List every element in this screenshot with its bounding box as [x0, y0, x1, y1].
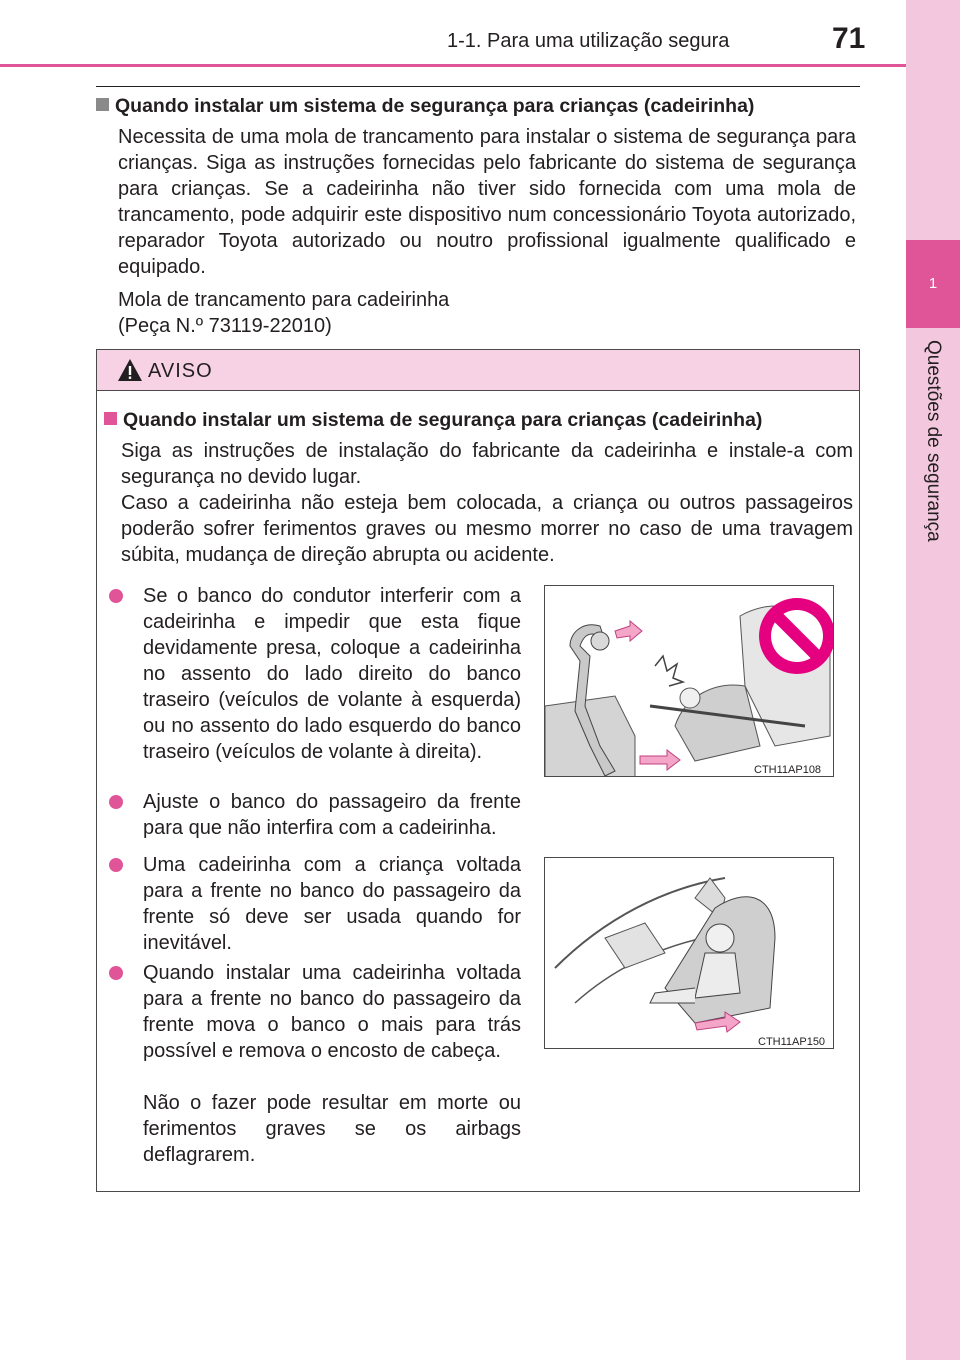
bullet-dot-icon: [109, 966, 123, 980]
bullet-text: Não o fazer pode resultar em morte ou ferimentos graves se os airbags deflagrarem.: [143, 1092, 521, 1166]
square-bullet-icon: [104, 412, 117, 425]
chapter-tab[interactable]: 1: [906, 240, 960, 328]
bullet-text: Ajuste o banco do passageiro da frente para que não interfira com a cadeirinha.: [143, 791, 521, 839]
section-rule: [96, 86, 860, 87]
section-heading-text: Quando instalar um sistema de segurança para crianças (cadeirinha): [115, 95, 755, 117]
forward-facing-seat-illustration: [545, 858, 834, 1049]
bullet-dot-icon: [109, 795, 123, 809]
warning-triangle-icon: [117, 358, 143, 382]
bullet-dot-icon: [109, 589, 123, 603]
warning-heading-text: Quando instalar um sistema de segurança para crianças (cadeirinha): [123, 409, 763, 431]
warning-paragraph-2: Caso a cadeirinha não esteja bem colocada, a criança ou outros passageiros poderão sofrer ferimentos graves ou mesmo morrer no caso de uma travagem súbita, mudança de direção abrupta ou acidente.: [121, 492, 853, 566]
warning-bullet-4-continuation: [109, 1090, 521, 1168]
figure-front-passenger-seat: [544, 857, 834, 1049]
figure-driver-seat-interference: [544, 585, 834, 777]
bullet-dot-icon: [109, 858, 123, 872]
figure-1-code: CTH11AP108: [754, 764, 822, 776]
warning-bullet-4: [109, 960, 521, 1064]
page-number: 71: [832, 22, 866, 55]
bullet-text: Se o banco do condutor interferir com a cadeirinha e impedir que esta fique devidamente presa, coloque a cadeirinha no assento do lado direito do banco traseiro (veículos de volante à esquerda) ou no assento do lado esquerdo do banco traseiro (veículos de volante à direita).: [143, 585, 521, 763]
square-bullet-icon: [96, 98, 109, 111]
section-title: 1-1. Para uma utilização segura: [447, 30, 730, 52]
warning-heading: [104, 409, 762, 432]
header-rule: [0, 64, 906, 67]
warning-bullet-1: [109, 583, 521, 765]
part-line-1: Mola de trancamento para cadeirinha: [118, 289, 450, 311]
car-seat-illustration: [545, 586, 834, 777]
warning-label: AVISO: [148, 360, 213, 382]
section-heading: [96, 95, 754, 118]
warning-bullet-2: [109, 789, 521, 841]
warning-bullet-3: [109, 852, 521, 956]
bullet-text: Uma cadeirinha com a criança voltada para a frente no banco do passageiro da frente só deve ser usada quando for inevitável.: [143, 854, 521, 954]
chapter-sidebar: [906, 0, 960, 1360]
warning-paragraph-1: Siga as instruções de instalação do fabricante da cadeirinha e instale-a com segurança no devido lugar.: [121, 440, 853, 488]
chapter-title: Questões de segurança: [923, 340, 944, 542]
figure-2-code: CTH11AP150: [758, 1036, 826, 1048]
part-line-2: (Peça N.º 73119-22010): [118, 315, 332, 337]
section-paragraph: Necessita de uma mola de trancamento para instalar o sistema de segurança para crianças. Siga as instruções fornecidas pelo fabricante do sistema de segurança para crianças. Se a cadeirinha não tiver sido fornecida com uma mola de trancamento, pode adquirir este dispositivo num concessionário Toyota autorizado, reparador Toyota autorizado ou noutro profissional igualmente qualificado e equipado.: [118, 126, 856, 278]
bullet-text: Quando instalar uma cadeirinha voltada para a frente no banco do passageiro da frente mova o banco o mais para trás possível e remova o encosto de cabeça.: [143, 962, 521, 1062]
